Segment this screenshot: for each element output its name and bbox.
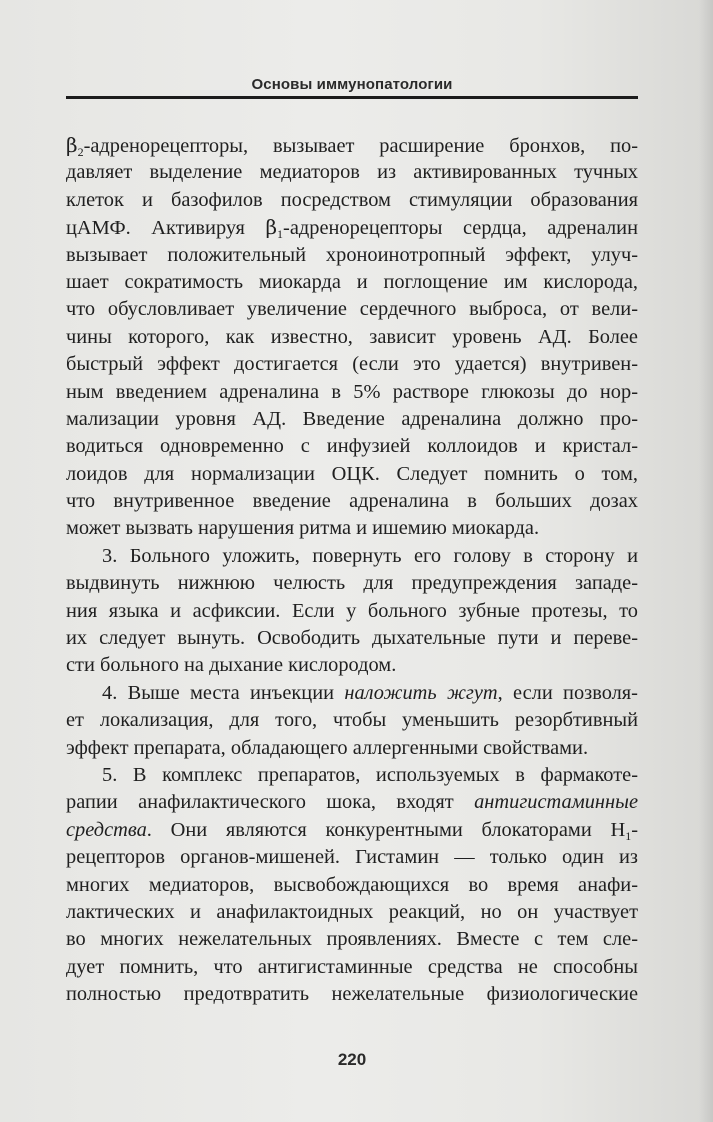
text-span: -адренорецепторы сердца, адреналин	[283, 217, 639, 240]
text-line: ным введением адреналина в 5% растворе глюкозы до нор-	[66, 380, 638, 403]
subscript: 1	[625, 828, 632, 843]
subscript: 2	[77, 145, 84, 159]
text-span: . Они являются конкурентными блокаторами Н	[146, 818, 626, 841]
subscript: 1	[277, 227, 284, 242]
text-line: ет локализация, для того, чтобы уменьшить резорбтивный	[66, 709, 638, 732]
emphasis: наложить жгут	[344, 681, 498, 704]
text-line: шает сократимость миокарда и поглощение им кислорода,	[66, 270, 638, 293]
text-span: рапии анафилактического шока, входят	[66, 791, 475, 814]
text-line: клеток и базофилов посредством стимуляции образования	[66, 188, 638, 211]
emphasis: средства	[66, 818, 147, 841]
text-line: во многих нежелательных проявлениях. Вместе с тем сле-	[66, 928, 638, 951]
header-rule	[66, 96, 638, 99]
text-line: чины которого, как известно, зависит уровень АД. Более	[66, 325, 638, 348]
text-line	[66, 132, 638, 159]
page-number: 220	[337, 1050, 367, 1069]
text-span: 4. Выше места инъекции	[102, 681, 345, 704]
text-line: выдвинуть нижнюю челюсть для предупреждения западе-	[66, 572, 638, 595]
text-line: сти больного на дыхание кислородом.	[66, 654, 397, 677]
text-line: многих медиаторов, высвобождающихся во время анафи-	[66, 873, 638, 896]
beta-symbol: β	[265, 215, 278, 240]
text-line: эффект препарата, обладающего аллергенными свойствами.	[66, 736, 589, 759]
text-line: полностью предотвратить нежелательные физиологические	[66, 983, 638, 1006]
emphasis: антигистаминные	[474, 791, 638, 814]
text-line: лактических и анафилактоидных реакций, но он участвует	[66, 900, 638, 923]
beta-symbol: β	[66, 133, 78, 157]
text-line: быстрый эффект достигается (если это удается) внутривен-	[66, 353, 638, 376]
text-line: рецепторов органов-мишеней. Гистамин — только один из	[66, 846, 638, 869]
text-line: лоидов для нормализации ОЦК. Следует помнить о том,	[66, 462, 638, 485]
text-line: что внутривенное введение адреналина в больших дозах	[66, 490, 638, 513]
text-line: водиться одновременно с инфузией коллоидов и кристал-	[66, 435, 638, 458]
running-title: Основы иммунопатологии	[251, 76, 453, 93]
page-edge-shadow	[699, 0, 713, 1122]
text-span: , если позволя-	[497, 681, 638, 704]
text-span: -	[631, 818, 638, 841]
text-line	[66, 680, 638, 707]
text-line: 5. В комплекс препаратов, используемых в фармакоте-	[102, 763, 638, 786]
text-line: 3. Больного уложить, повернуть его голову в сторону и	[102, 544, 638, 567]
text-line: вызывает положительный хроноинотропный эффект, улуч-	[66, 243, 638, 266]
text-line	[66, 789, 638, 816]
text-line	[66, 214, 638, 241]
text-line: их следует вынуть. Освободить дыхательные пути и переве-	[66, 627, 638, 650]
text-line: что обусловливает увеличение сердечного выброса, от вели-	[66, 298, 638, 321]
text-span: цАМФ. Активируя	[66, 217, 266, 240]
text-line: мализации уровня АД. Введение адреналина должно про-	[66, 407, 638, 430]
text-line: может вызвать нарушения ритма и ишемию миокарда.	[66, 517, 540, 540]
text-line: давляет выделение медиаторов из активированных тучных	[66, 161, 638, 184]
body-text	[66, 132, 638, 1009]
text-line	[66, 817, 638, 844]
text-span: -адренорецепторы, вызывает расширение бронхов, по-	[83, 135, 638, 157]
text-line: дует помнить, что антигистаминные средства не способны	[66, 955, 638, 978]
text-line: ния языка и асфиксии. Если у больного зубные протезы, то	[66, 599, 638, 622]
